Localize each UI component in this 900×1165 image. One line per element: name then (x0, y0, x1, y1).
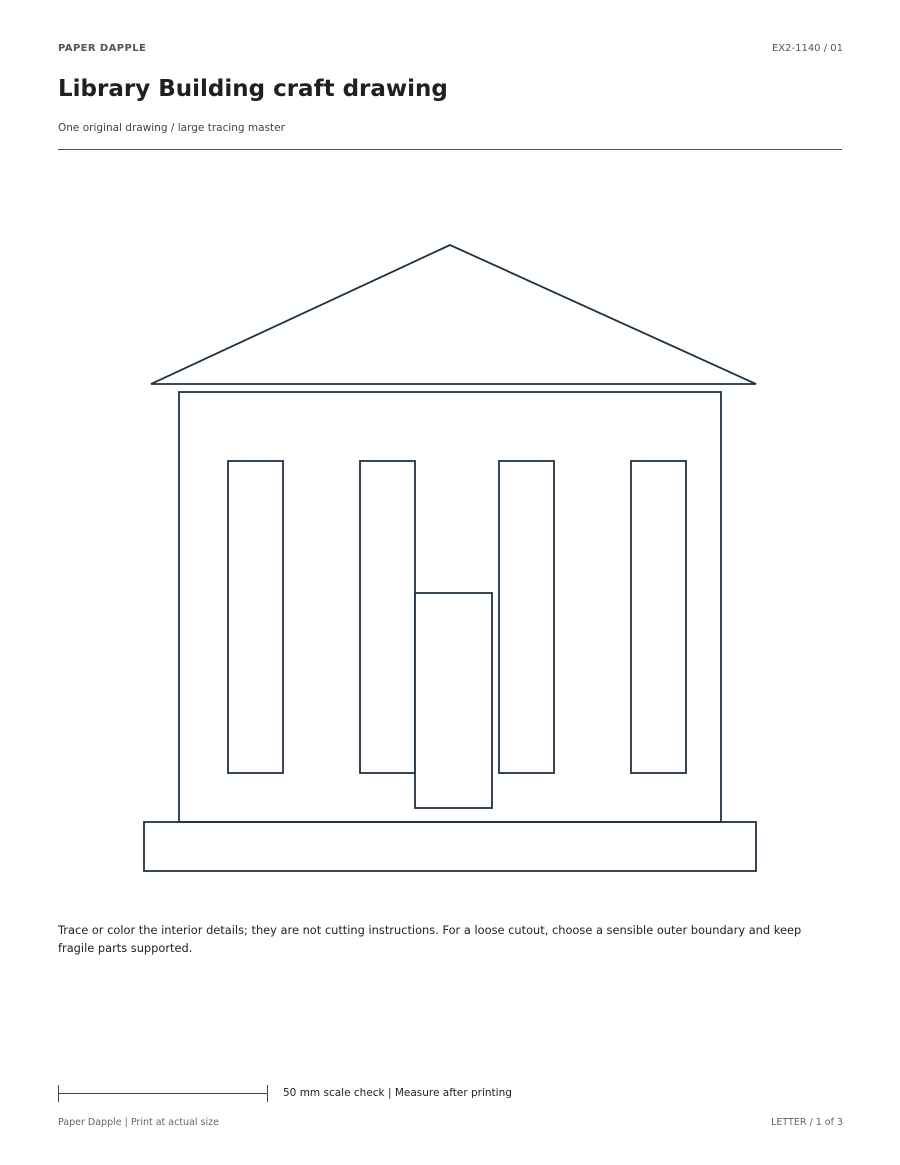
scale-line (58, 1093, 267, 1094)
page-subtitle: One original drawing / large tracing master (58, 122, 285, 134)
column-3 (499, 461, 554, 773)
page-indicator: LETTER / 1 of 3 (771, 1117, 843, 1128)
column-4 (631, 461, 686, 773)
column-1 (228, 461, 283, 773)
scale-check-label: 50 mm scale check | Measure after printing (283, 1087, 512, 1099)
base-plinth (144, 822, 756, 871)
brand-name: PAPER DAPPLE (58, 43, 147, 54)
sheet-code: EX2-1140 / 01 (771, 43, 843, 54)
column-2 (360, 461, 415, 773)
instructions-text: Trace or color the interior details; they are not cutting instructions. For a loose cutout, choose a sensible outer boundary and keep fragile parts supported. (58, 923, 802, 955)
entrance-door (415, 593, 492, 808)
scale-tick-end (267, 1085, 268, 1102)
footer-note: Paper Dapple | Print at actual size (58, 1117, 219, 1128)
page-title: Library Building craft drawing (58, 76, 448, 102)
roof-pediment (151, 245, 756, 384)
scale-bar (58, 1085, 268, 1102)
